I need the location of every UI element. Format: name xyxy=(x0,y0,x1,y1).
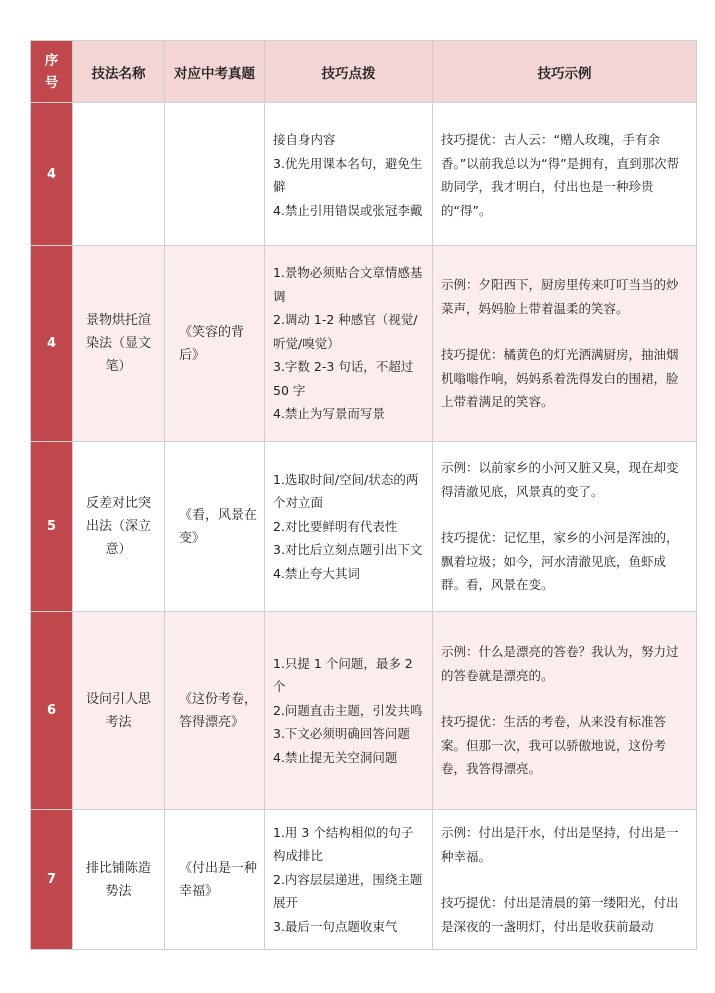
row-number: 6 xyxy=(31,612,73,810)
tip-line: 4.禁止夸大其词 xyxy=(273,565,360,581)
table-row xyxy=(31,442,697,612)
table-row xyxy=(31,810,697,950)
example-paragraph: 技巧提优：付出是清晨的第一缕阳光，付出是深夜的一盏明灯，付出是收获前最动 xyxy=(441,895,679,934)
tips-cell xyxy=(265,612,433,810)
example-cell xyxy=(433,246,697,442)
tip-line: 2.内容层层递进，围绕主题展开 xyxy=(273,871,423,911)
tips-cell xyxy=(265,810,433,950)
tip-line: 1.只提 1 个问题，最多 2 个 xyxy=(273,655,413,695)
tip-line: 2.问题直击主题，引发共鸣 xyxy=(273,702,423,718)
example-paragraph: 示例：什么是漂亮的答卷？我认为，努力过的答卷就是漂亮的。 xyxy=(441,644,679,683)
table-header-row xyxy=(31,41,697,103)
tip-line: 4.禁止引用错误或张冠李戴 xyxy=(273,202,423,218)
tip-line: 2.调动 1-2 种感官（视觉/听觉/嗅觉） xyxy=(273,312,418,351)
tips-cell xyxy=(265,442,433,612)
header-technique-name: 技法名称 xyxy=(73,41,165,103)
exam-question: 《看，风景在变》 xyxy=(165,442,265,612)
tip-line: 3.字数 2-3 句话，不超过 50 字 xyxy=(273,359,414,398)
header-num-label: 序号 xyxy=(44,52,59,91)
example-cell xyxy=(433,810,697,950)
header-example: 技巧示例 xyxy=(433,41,697,103)
exam-question: 《付出是一种幸福》 xyxy=(165,810,265,950)
header-exam-question: 对应中考真题 xyxy=(165,41,265,103)
tip-line: 1.用 3 个结构相似的句子构成排比 xyxy=(273,824,414,864)
header-tips: 技巧点拨 xyxy=(265,41,433,103)
example-paragraph: 技巧提优：橘黄色的灯光洒满厨房，抽油烟机嗡嗡作响，妈妈系着洗得发白的围裙，脸上带着满足的笑容。 xyxy=(441,347,679,410)
tip-line: 4.禁止提无关空洞问题 xyxy=(273,749,398,765)
row-number: 4 xyxy=(31,103,73,246)
table-row xyxy=(31,612,697,810)
exam-question: 《笑容的背后》 xyxy=(165,246,265,442)
row-number: 7 xyxy=(31,810,73,950)
technique-name: 排比铺陈造势法 xyxy=(73,810,165,950)
example-paragraph: 技巧提优：记忆里，家乡的小河是浑浊的，飘着垃圾；如今，河水清澈见底，鱼虾成群。看，风景在变。 xyxy=(441,530,679,593)
exam-question xyxy=(165,103,265,246)
tip-line: 2.对比要鲜明有代表性 xyxy=(273,518,398,534)
exam-question: 《这份考卷，答得漂亮》 xyxy=(165,612,265,810)
tip-line: 3.下文必须明确回答问题 xyxy=(273,726,410,742)
table-row xyxy=(31,246,697,442)
example-cell xyxy=(433,103,697,246)
technique-name: 景物烘托渲染法（显文笔） xyxy=(73,246,165,442)
tip-line: 3.最后一句点题收束气 xyxy=(273,918,398,934)
example-paragraph: 技巧提优：生活的考卷，从来没有标准答案。但那一次，我可以骄傲地说，这份考卷，我答得漂亮。 xyxy=(441,714,667,777)
header-num xyxy=(31,41,73,103)
techniques-table xyxy=(30,40,697,950)
tip-line: 4.禁止为写景而写景 xyxy=(273,406,385,422)
technique-name: 反差对比突出法（深立意） xyxy=(73,442,165,612)
technique-name xyxy=(73,103,165,246)
technique-name: 设问引人思考法 xyxy=(73,612,165,810)
example-paragraph: 示例：以前家乡的小河又脏又臭，现在却变得清澈见底，风景真的变了。 xyxy=(441,460,679,499)
example-paragraph: 示例：夕阳西下，厨房里传来叮叮当当的炒菜声，妈妈脸上带着温柔的笑容。 xyxy=(441,277,679,316)
tips-cell xyxy=(265,246,433,442)
tips-cell xyxy=(265,103,433,246)
example-cell xyxy=(433,442,697,612)
row-number: 4 xyxy=(31,246,73,442)
row-number: 5 xyxy=(31,442,73,612)
example-paragraph: 技巧提优：古人云：“赠人玫瑰，手有余香。”以前我总以为“得”是拥有，直到那次帮助同学，我才明白，付出也是一种珍贵的“得”。 xyxy=(441,132,680,218)
example-paragraph: 示例：付出是汗水，付出是坚持，付出是一种幸福。 xyxy=(441,825,679,864)
tip-line: 1.选取时间/空间/状态的两个对立面 xyxy=(273,471,419,511)
tip-line: 1.景物必须贴合文章情感基调 xyxy=(273,265,423,304)
tip-line: 接自身内容 xyxy=(273,132,336,147)
tip-line: 3.对比后立刻点题引出下文 xyxy=(273,542,423,558)
example-cell xyxy=(433,612,697,810)
table-row xyxy=(31,103,697,246)
tip-line: 3.优先用课本名句，避免生僻 xyxy=(273,155,423,194)
